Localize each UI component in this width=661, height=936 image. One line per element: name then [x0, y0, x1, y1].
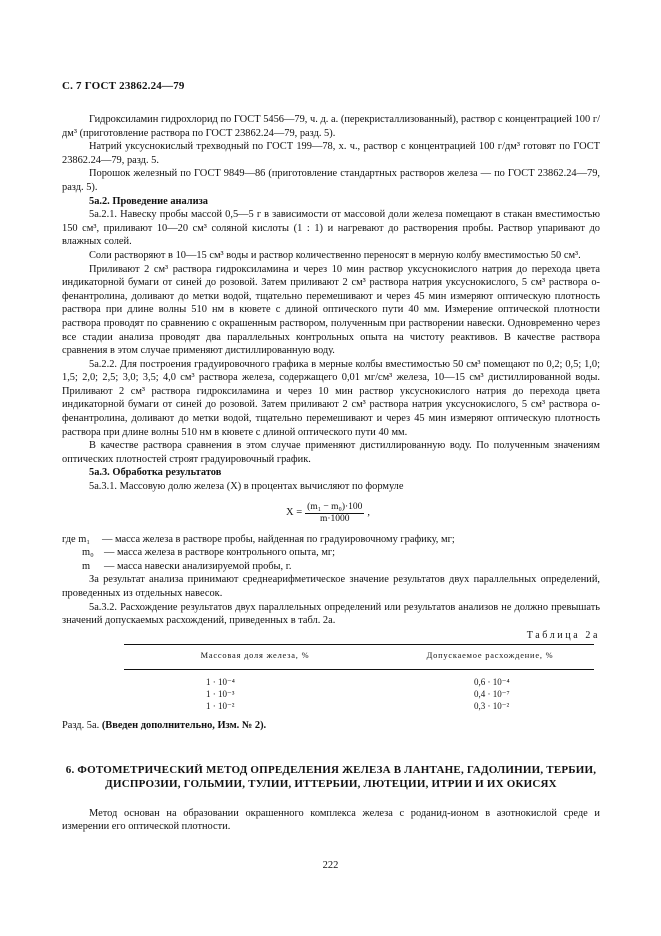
- formula-lhs: X =: [286, 507, 303, 519]
- running-header: С. 7 ГОСТ 23862.24—79: [62, 80, 185, 92]
- amendment-prefix: Разд. 5а.: [62, 719, 100, 731]
- page-number: 222: [322, 860, 339, 871]
- paragraph-salts: Соли растворяют в 10—15 см³ воды и раствор количественно переносят в мерную колбу вместимостью 50 см³.: [89, 249, 581, 261]
- paragraph-procedure: Приливают 2 см³ раствора гидроксиламина и через 10 мин раствор уксуснокислого натрия до перехода цвета индикаторной бумаги от синей до розовой. Затем приливают 2 см³ раствора натрия уксуснокислого, 5 см³ раствора о-фенантролина, доливают до метки водой, тщательно перемешивают и через 45 мин измеряют оптическую плотность раствора при длине волны 510 нм в кювете с длиной оптического пути 40 мм. Измерение оптической плотности раствора проводят по сравнению с окрашенным раствором, полученным при растворении навески. Одновременно через все стадии анализа проводят два параллельных контрольных опыта на чистоту реактивов. В качестве раствора сравнения в этом случае применяют дистиллированную воду.: [62, 263, 600, 357]
- table-cell: 0,6 · 10⁻⁴: [474, 676, 510, 687]
- formula-fraction: [305, 502, 364, 525]
- legend-row: [62, 546, 600, 560]
- legend-symbol: где m₁: [62, 533, 90, 545]
- document-body: [62, 113, 600, 834]
- paragraph-iron-powder: Порошок железный по ГОСТ 9849—86 (приготовление стандартных растворов железа — по ГОСТ 23862.24—79, разд. 5).: [62, 168, 600, 193]
- paragraph-sodium-acetate: Натрий уксуснокислый трехводный по ГОСТ 199—78, х. ч., раствор с концентрацией 100 г/дм³ готовят по ГОСТ 23862.24—79, разд. 5.: [62, 141, 600, 166]
- tolerance-table: [124, 644, 594, 712]
- table-cell: 0,3 · 10⁻²: [474, 700, 510, 711]
- paragraph-5a-2-1: 5а.2.1. Навеску пробы массой 0,5—5 г в зависимости от массовой доли железа помещают в стакан вместимостью 150 см³, приливают 10—20 см³ соляной кислоты (1 : 1) и нагревают до растворения пробы. Раствор упаривают до влажных солей.: [62, 209, 600, 248]
- paragraph-reference-solution: В качестве раствора сравнения в этом случае применяют дистиллированную воду. По полученным значениям оптических плотностей строят градуировочный график.: [62, 440, 600, 465]
- legend-description: — масса навески анализируемой пробы, г.: [104, 560, 292, 572]
- paragraph-hydroxylamine: Гидроксиламин гидрохлорид по ГОСТ 5456—79, ч. д. а. (перекристаллизованный), раствор с концентрацией 100 г/дм³ (приготовление раствора по ГОСТ 23862.24—79, разд. 5).: [62, 114, 600, 139]
- amendment-note: [62, 719, 600, 733]
- paragraph-mean-result: За результат анализа принимают среднеарифметическое значение результатов двух параллельных определений, проведенных из отдельных навесок.: [62, 574, 600, 599]
- table-row: [124, 669, 594, 688]
- table-cell: 0,4 · 10⁻⁷: [474, 688, 510, 699]
- legend-description: — масса железа в растворе контрольного опыта, мг;: [104, 547, 336, 559]
- legend-row: [62, 533, 600, 547]
- legend-symbol: m₀: [82, 547, 94, 559]
- subheading-processing: 5а.3. Обработка результатов: [89, 467, 222, 479]
- table-row: [124, 700, 594, 712]
- formula-legend: [62, 533, 600, 574]
- table-header-cell: Массовая доля железа, %: [124, 645, 386, 670]
- table-header-row: [124, 645, 594, 670]
- subheading-analysis: 5а.2. Проведение анализа: [89, 195, 208, 207]
- legend-row: [62, 560, 600, 574]
- formula-iron-fraction: [286, 502, 600, 525]
- table-cell: 1 · 10⁻²: [206, 700, 235, 711]
- paragraph-5a-3-2: 5а.3.2. Расхождение результатов двух параллельных определений или результатов анализов не должно превышать значений допускаемых расхождений, приведенных в табл. 2а.: [62, 601, 600, 627]
- amendment-bold: (Введен дополнительно, Изм. № 2).: [101, 719, 267, 731]
- table-row: [124, 688, 594, 700]
- formula-numerator: (m₁ − m₀)·100: [307, 501, 363, 512]
- table-cell: 1 · 10⁻³: [206, 688, 235, 699]
- formula-denominator: m·1000: [319, 513, 350, 524]
- legend-symbol: m: [82, 560, 91, 572]
- paragraph-5a-2-2: 5а.2.2. Для построения градуировочного графика в мерные колбы вместимостью 50 см³ помещают по 0,2; 0,5; 1,0; 1,5; 2,0; 2,5; 3,0; 3,5; 4,0 см³ раствора железа, содержащего 0,01 мг/см³ железа, 10—15 см³ дистиллированной воды. Приливают 2 см³ раствора гидроксиламина и через 10 мин раствор уксуснокислого натрия до перехода цвета индикаторной бумаги от синей до розовой. Затем приливают 2 см³ раствора натрия уксуснокислого, 5 см³ раствора о-фенантролина, доливают до метки водой, тщательно перемешивают и через 45 мин измеряют оптическую плотность раствора при длине волны 510 нм в кювете с длиной оптического пути 40 мм.: [62, 358, 600, 438]
- formula-tail: ,: [367, 507, 371, 519]
- table-header-cell: Допускаемое расхождение, %: [386, 645, 594, 670]
- paragraph-5a-3-1: 5а.3.1. Массовую долю железа (X) в процентах вычисляют по формуле: [89, 481, 404, 493]
- paragraph-method-basis: Метод основан на образовании окрашенного комплекса железа с роданид-ионом в азотнокислой среде и измерении его оптической плотности.: [62, 807, 600, 833]
- section-6-heading: 6. ФОТОМЕТРИЧЕСКИЙ МЕТОД ОПРЕДЕЛЕНИЯ ЖЕЛЕЗА В ЛАНТАНЕ, ГАДОЛИНИИ, ТЕРБИИ, ДИСПРОЗИИ, ГОЛЬМИИ, ТУЛИИ, ИТТЕРБИИ, ЛЮТЕЦИИ, ИТРИИ И ИХ ОКИСЯХ: [65, 763, 597, 790]
- table-cell: 1 · 10⁻⁴: [206, 676, 235, 687]
- legend-description: — масса железа в растворе пробы, найденная по градуировочному графику, мг;: [102, 533, 455, 545]
- table-caption: Таблица 2а: [526, 629, 600, 641]
